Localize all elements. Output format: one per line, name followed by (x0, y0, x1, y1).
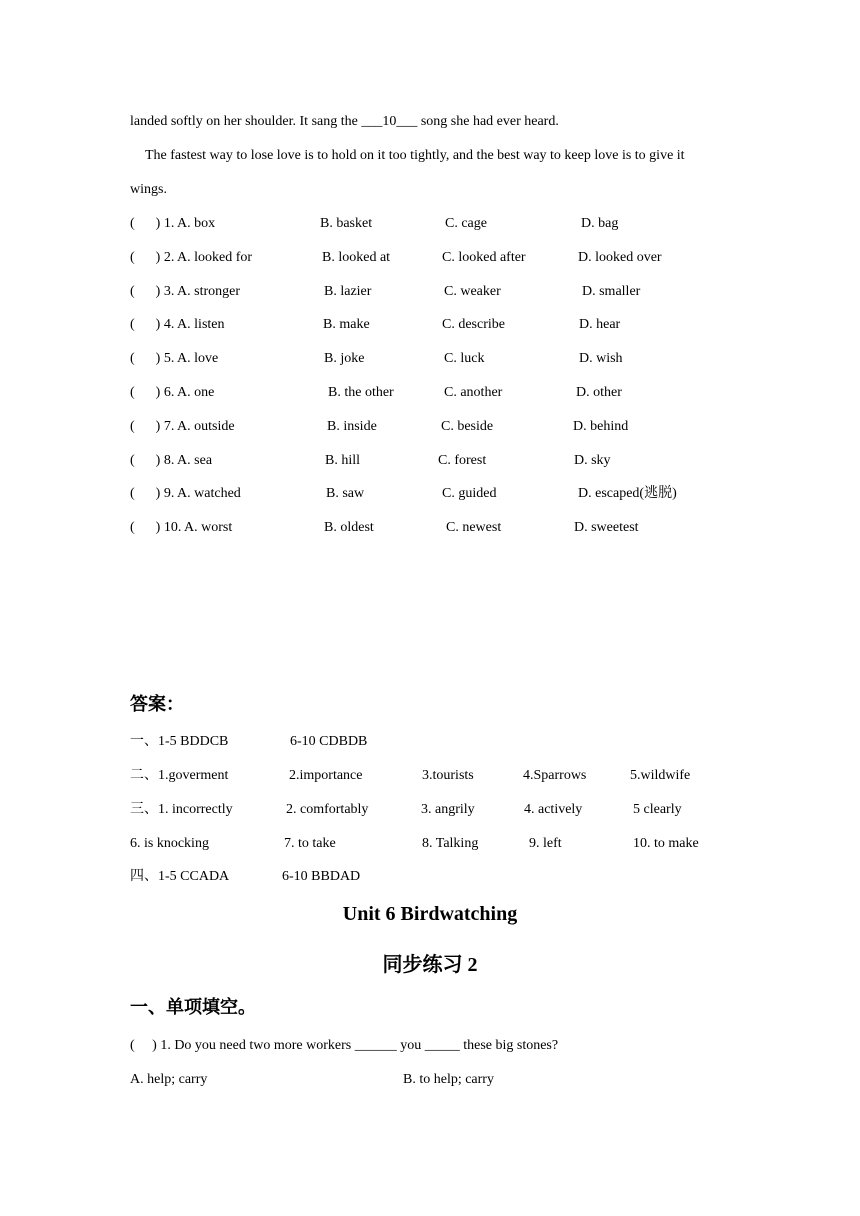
question-stem: ( ) 2. A. looked for (130, 250, 253, 265)
option-c: C. beside (441, 419, 494, 434)
question-row (130, 485, 750, 503)
unit-subtitle: 同步练习 2 (382, 954, 478, 976)
option-d: D. wish (579, 351, 623, 366)
question-row (130, 418, 750, 436)
option-c: C. cage (445, 216, 487, 231)
option-b: B. looked at (322, 250, 391, 265)
passage-line-1: landed softly on her shoulder. It sang the ___10___ song she had ever heard. (130, 114, 559, 129)
answer-cell: 四、1-5 CCADA (130, 869, 230, 884)
option-b: B. joke (324, 351, 365, 366)
section-title: 一、单项填空。 (130, 997, 256, 1017)
option-c: C. looked after (442, 250, 526, 265)
option-d: D. escaped(逃脱) (578, 486, 677, 501)
question-row (130, 452, 750, 470)
option-b: B. basket (320, 216, 373, 231)
answer-cell: 9. left (529, 836, 562, 851)
answer-cell: 4.Sparrows (523, 768, 587, 783)
answer-cell: 二、1.goverment (130, 768, 229, 783)
answer-cell: 3. angrily (421, 802, 475, 817)
question-stem: ( ) 7. A. outside (130, 419, 235, 434)
answer-cell: 2.importance (289, 768, 363, 783)
question-row (130, 283, 750, 301)
question-row (130, 350, 750, 368)
option-d: D. other (576, 385, 622, 400)
answers-title: 答案： (130, 694, 184, 714)
question-stem: ( ) 5. A. love (130, 351, 219, 366)
option-b: B. hill (325, 453, 361, 468)
option-c: C. another (444, 385, 503, 400)
question-1-options (130, 1071, 750, 1089)
answer-cell: 6. is knocking (130, 836, 209, 851)
question-row (130, 249, 750, 267)
passage-line-2: The fastest way to lose love is to hold on it too tightly, and the best way to keep love is to give it (145, 148, 685, 163)
question-row (130, 519, 750, 537)
option-b: B. inside (327, 419, 377, 434)
option-b: B. make (323, 317, 370, 332)
question-1-stem: ( ) 1. Do you need two more workers ______ you _____ these big stones? (130, 1038, 559, 1053)
answer-cell: 8. Talking (422, 836, 479, 851)
question-stem: ( ) 4. A. listen (130, 317, 225, 332)
question-row (130, 316, 750, 334)
question-stem: ( ) 10. A. worst (130, 520, 233, 535)
question-stem: ( ) 8. A. sea (130, 453, 213, 468)
answer-cell: 7. to take (284, 836, 336, 851)
answer-cell: 10. to make (633, 836, 699, 851)
option-d: D. smaller (582, 284, 641, 299)
answer-cell: 三、1. incorrectly (130, 802, 233, 817)
answer-row (130, 801, 750, 819)
option-c: C. describe (442, 317, 505, 332)
unit-title: Unit 6 Birdwatching (342, 903, 518, 925)
option-c: C. newest (446, 520, 502, 535)
question-stem: ( ) 9. A. watched (130, 486, 241, 501)
passage-line-3: wings. (130, 182, 167, 197)
answer-cell: 2. comfortably (286, 802, 369, 817)
answer-cell: 6-10 CDBDB (290, 734, 368, 749)
option-c: C. luck (444, 351, 485, 366)
question-stem: ( ) 6. A. one (130, 385, 215, 400)
option-c: C. guided (442, 486, 497, 501)
option-a: A. help; carry (130, 1072, 208, 1087)
option-b: B. lazier (324, 284, 372, 299)
option-d: D. sky (574, 453, 611, 468)
answer-cell: 6-10 BBDAD (282, 869, 361, 884)
answer-cell: 一、1-5 BDDCB (130, 734, 229, 749)
option-b: B. saw (326, 486, 365, 501)
answer-cell: 5.wildwife (630, 768, 691, 783)
option-d: D. sweetest (574, 520, 639, 535)
option-d: D. behind (573, 419, 629, 434)
answer-row (130, 835, 750, 853)
option-d: D. looked over (578, 250, 662, 265)
answer-row (130, 767, 750, 785)
question-row (130, 215, 750, 233)
answer-cell: 3.tourists (422, 768, 474, 783)
option-c: C. weaker (444, 284, 501, 299)
option-d: D. hear (579, 317, 621, 332)
option-c: C. forest (438, 453, 487, 468)
option-b: B. the other (328, 385, 394, 400)
option-b: B. to help; carry (403, 1072, 494, 1087)
question-row (130, 384, 750, 402)
answer-row (130, 733, 750, 751)
option-d: D. bag (581, 216, 619, 231)
option-b: B. oldest (324, 520, 374, 535)
answer-cell: 4. actively (524, 802, 583, 817)
answer-row (130, 868, 750, 886)
answer-cell: 5 clearly (633, 802, 682, 817)
question-stem: ( ) 3. A. stronger (130, 284, 241, 299)
question-stem: ( ) 1. A. box (130, 216, 216, 231)
